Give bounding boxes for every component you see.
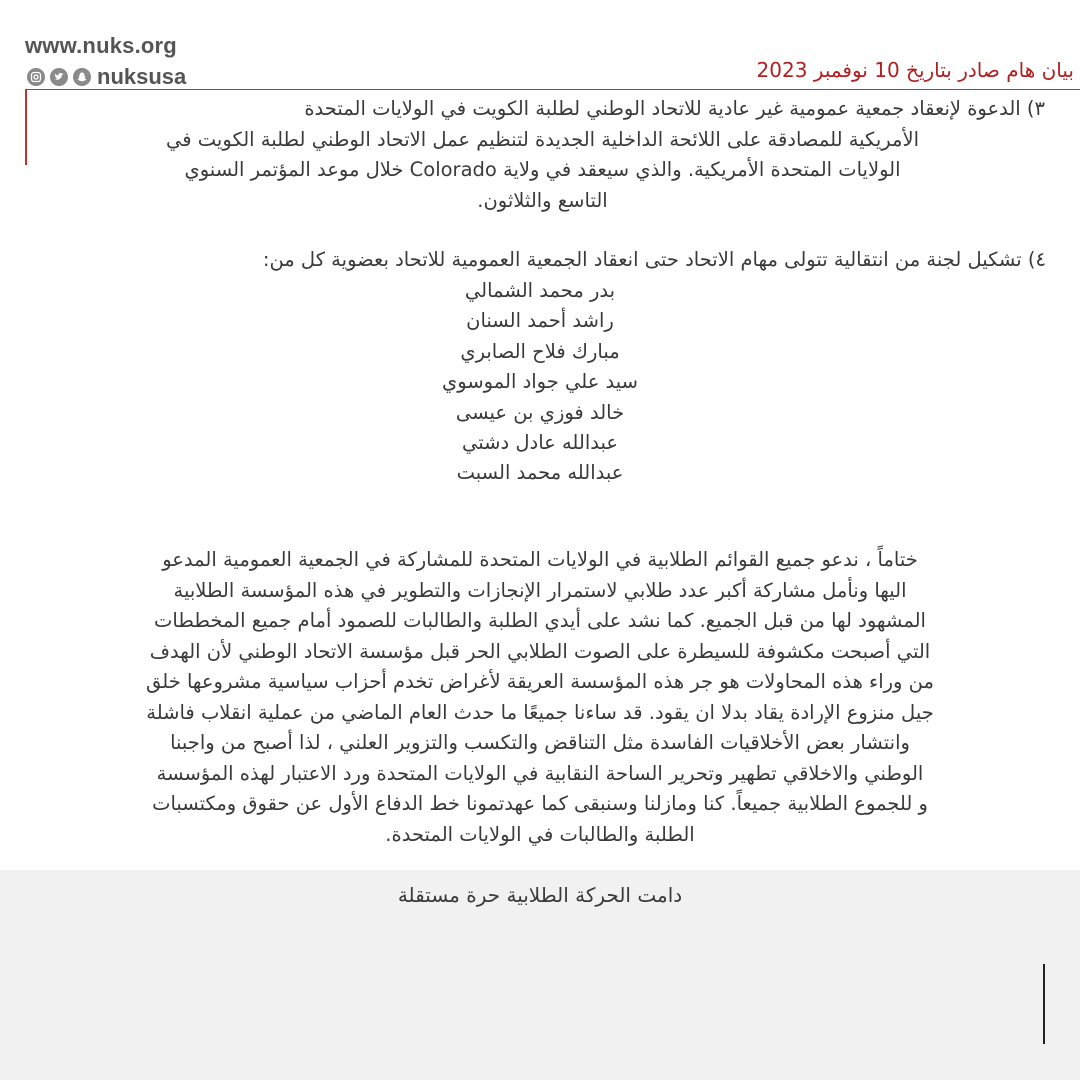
closing-line: وانتشار بعض الأخلاقيات الفاسدة مثل التناقض والتكسب والتزوير العلني ، لذا أصبح من واجبنا: [170, 731, 910, 754]
committee-member: عبدالله عادل دشتي: [461, 431, 618, 455]
item-4-heading: ٤) تشكيل لجنة من انتقالية تتولى مهام الاتحاد حتى انعقاد الجمعية العمومية للاتحاد بعضوية كل من:: [262, 248, 1046, 271]
committee-members-list: [0, 276, 1080, 489]
header-divider: [25, 89, 1080, 90]
item-3-paragraph: [40, 94, 1045, 216]
twitter-icon[interactable]: [50, 68, 68, 86]
closing-line: من وراء هذه المحاولات هو جر هذه المؤسسة العريقة لأغراض تخدم أحزاب سياسية مشروعها خلق: [146, 670, 934, 693]
footer-slogan: دامت الحركة الطلابية حرة مستقلة: [397, 883, 683, 907]
social-handle[interactable]: nuksusa: [97, 64, 187, 89]
closing-paragraph: [40, 545, 1040, 850]
committee-member: عبدالله محمد السبت: [456, 461, 624, 485]
website-url[interactable]: www.nuks.org: [25, 33, 177, 58]
closing-line: و للجموع الطلابية جميعاً. كنا ومازلنا وسنبقى كما عهدتمونا خط الدفاع الأول عن حقوق ومكتسبات: [152, 792, 928, 815]
text-cursor: [1043, 964, 1045, 1044]
committee-member: خالد فوزي بن عيسى: [455, 400, 625, 424]
closing-line: التي أصبحت مكشوفة للسيطرة على الصوت الطلابي الحر قبل مؤسسة الاتحاد الوطني لأن الهدف: [149, 639, 931, 663]
item-3-line: الولايات المتحدة الأمريكية. والذي سيعقد في ولاية Colorado خلال موعد المؤتمر السنوي: [184, 158, 901, 181]
closing-line: الوطني والاخلاقي تطهير وتحرير الساحة النقابية في الولايات المتحدة ورد الاعتبار لهذه المؤسسة: [156, 761, 924, 785]
committee-member: سيد علي جواد الموسوي: [441, 370, 638, 394]
closing-line: الطلبة والطالبات في الولايات المتحدة.: [385, 822, 695, 846]
item-3-line: الأمريكية للمصادقة على اللائحة الداخلية الجديدة لتنظيم عمل الاتحاد الوطني لطلبة الكويت في: [166, 127, 919, 151]
instagram-icon[interactable]: [27, 68, 45, 86]
committee-member: راشد أحمد السنان: [466, 309, 614, 333]
social-links: [27, 64, 186, 90]
header-divider-vertical: [25, 89, 27, 165]
closing-line: ختاماً ، ندعو جميع القوائم الطلابية في الولايات المتحدة للمشاركة في الجمعية العمومية المدعو: [162, 548, 918, 571]
item-3-line: ٣) الدعوة لإنعقاد جمعية عمومية غير عادية للاتحاد الوطني لطلبة الكويت في الولايات المتحدة: [304, 97, 1045, 120]
closing-line: المشهود لها من قبل الجميع. كما نشد على أيدي الطلبة والطالبات للصمود أمام جميع المخططات: [154, 609, 926, 632]
committee-member: مبارك فلاح الصابري: [460, 339, 620, 363]
statement-date: بيان هام صادر بتاريخ 10 نوفمبر 2023: [756, 58, 1074, 82]
item-3-line: التاسع والثلاثون.: [477, 188, 608, 212]
closing-line: جيل منزوع الإرادة يقاد بدلا ان يقود. قد ساءنا جميعًا ما حدث العام الماضي من عملية انقلاب فاشلة: [146, 700, 934, 724]
snapchat-icon[interactable]: [73, 68, 91, 86]
closing-line: اليها ونأمل مشاركة أكبر عدد طلابي لاستمرار الإنجازات والتطوير في هذه المؤسسة الطلابية: [173, 578, 907, 602]
committee-member: بدر محمد الشمالي: [464, 279, 616, 302]
